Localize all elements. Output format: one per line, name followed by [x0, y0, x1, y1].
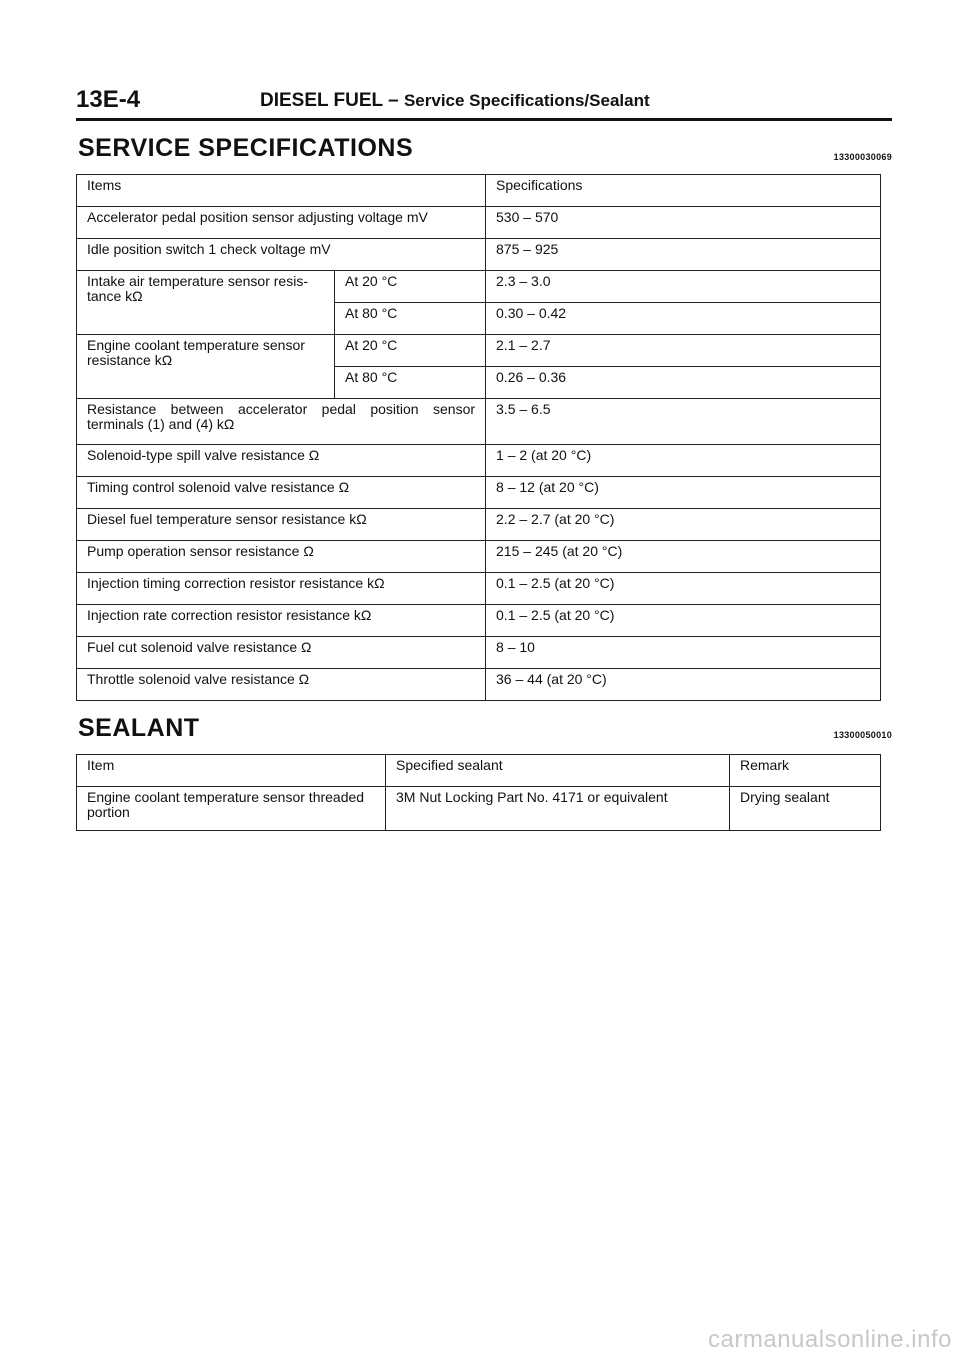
spec-item: Intake air temperature sensor resis- tance kΩ	[77, 271, 335, 335]
table-row	[77, 399, 881, 445]
spec-value: 0.26 – 0.36	[486, 367, 881, 399]
header-specified-sealant: Specified sealant	[386, 755, 730, 787]
page-title	[260, 90, 650, 112]
page-header	[76, 86, 892, 121]
spec-item: Diesel fuel temperature sensor resistance kΩ	[77, 509, 486, 541]
table-header-row	[77, 755, 881, 787]
spec-condition: At 20 °C	[335, 335, 486, 367]
spec-value: 2.1 – 2.7	[486, 335, 881, 367]
header-specifications: Specifications	[486, 175, 881, 207]
table-row	[77, 335, 881, 367]
spec-value: 2.2 – 2.7 (at 20 °C)	[486, 509, 881, 541]
sealant-value: 3M Nut Locking Part No. 4171 or equivalent	[386, 787, 730, 831]
sealant-remark: Drying sealant	[730, 787, 881, 831]
spec-value: 0.1 – 2.5 (at 20 °C)	[486, 573, 881, 605]
table-row	[77, 207, 881, 239]
table-row	[77, 637, 881, 669]
header-items: Items	[77, 175, 486, 207]
spec-item: Injection timing correction resistor resistance kΩ	[77, 573, 486, 605]
spec-item: Engine coolant temperature sensor resistance kΩ	[77, 335, 335, 399]
spec-item: Solenoid-type spill valve resistance Ω	[77, 445, 486, 477]
table-header-row	[77, 175, 881, 207]
table-row	[77, 509, 881, 541]
spec-condition: At 80 °C	[335, 303, 486, 335]
spec-value: 875 – 925	[486, 239, 881, 271]
sealant-code: 13300050010	[833, 730, 892, 740]
table-row	[77, 573, 881, 605]
page-number: 13E-4	[76, 86, 141, 113]
table-row	[77, 271, 881, 303]
spec-item: Pump operation sensor resistance Ω	[77, 541, 486, 573]
spec-item: Idle position switch 1 check voltage mV	[77, 239, 486, 271]
table-row	[77, 787, 881, 831]
header-remark: Remark	[730, 755, 881, 787]
spec-item: Accelerator pedal position sensor adjusting voltage mV	[77, 207, 486, 239]
table-row	[77, 669, 881, 701]
table-row	[77, 605, 881, 637]
table-row	[77, 239, 881, 271]
spec-value: 0.1 – 2.5 (at 20 °C)	[486, 605, 881, 637]
table-row	[77, 541, 881, 573]
spec-value: 215 – 245 (at 20 °C)	[486, 541, 881, 573]
spec-item: Resistance between accelerator pedal position sensor terminals (1) and (4) kΩ	[77, 399, 486, 445]
spec-item: Fuel cut solenoid valve resistance Ω	[77, 637, 486, 669]
spec-value: 8 – 10	[486, 637, 881, 669]
spec-value: 530 – 570	[486, 207, 881, 239]
spec-value: 0.30 – 0.42	[486, 303, 881, 335]
spec-item: Throttle solenoid valve resistance Ω	[77, 669, 486, 701]
spec-value: 36 – 44 (at 20 °C)	[486, 669, 881, 701]
service-specifications-table	[76, 174, 881, 701]
page-title-dash: –	[382, 90, 404, 111]
spec-value: 8 – 12 (at 20 °C)	[486, 477, 881, 509]
spec-condition: At 80 °C	[335, 367, 486, 399]
service-specifications-title: SERVICE SPECIFICATIONS	[78, 134, 414, 162]
spec-value: 3.5 – 6.5	[486, 399, 881, 445]
sealant-table	[76, 754, 881, 831]
header-item: Item	[77, 755, 386, 787]
table-row	[77, 445, 881, 477]
page-title-main: DIESEL FUEL	[260, 90, 383, 111]
service-specifications-code: 13300030069	[833, 152, 892, 162]
spec-condition: At 20 °C	[335, 271, 486, 303]
sealant-item: Engine coolant temperature sensor threaded portion	[77, 787, 386, 831]
spec-value: 2.3 – 3.0	[486, 271, 881, 303]
spec-item: Injection rate correction resistor resistance kΩ	[77, 605, 486, 637]
table-row	[77, 477, 881, 509]
page-title-sub: Service Specifications/Sealant	[403, 91, 650, 110]
spec-item: Timing control solenoid valve resistance Ω	[77, 477, 486, 509]
footer-watermark-url: carmanualsonline.info	[708, 1326, 952, 1353]
spec-value: 1 – 2 (at 20 °C)	[486, 445, 881, 477]
sealant-title: SEALANT	[78, 714, 200, 742]
